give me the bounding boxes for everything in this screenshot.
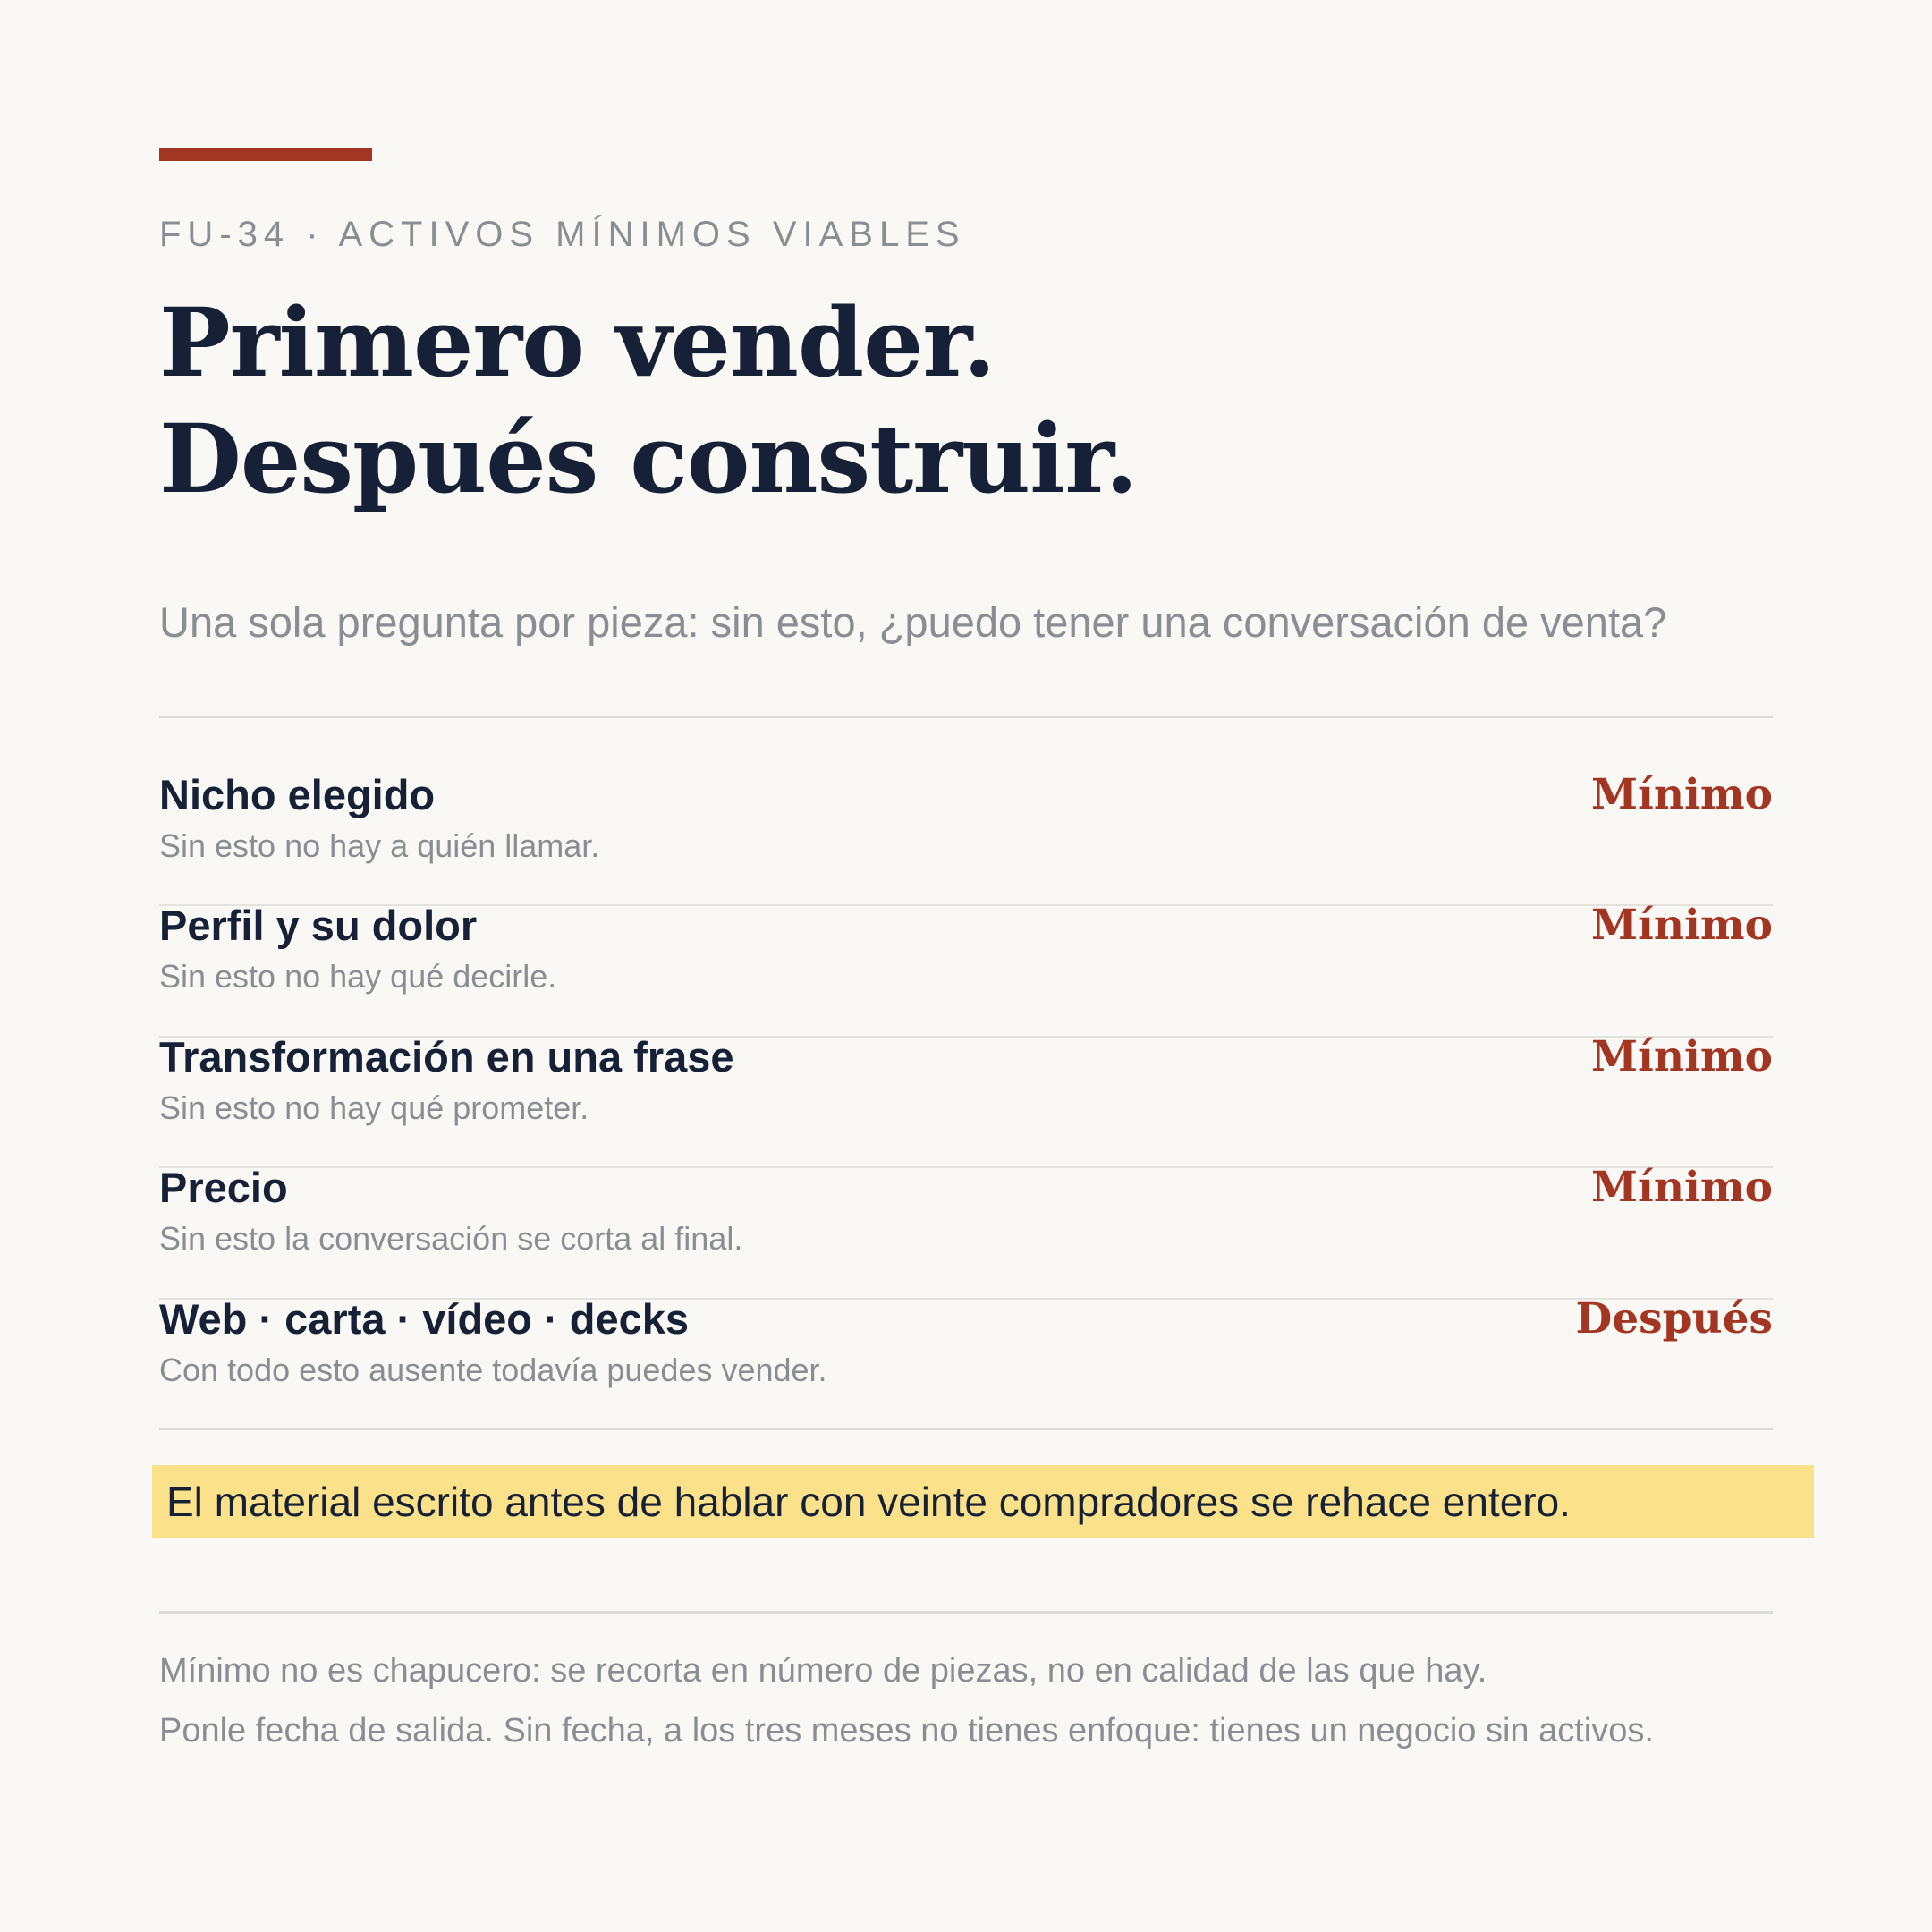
subtitle: Una sola pregunta por pieza: sin esto, ¿puedo tener una conversación de venta? xyxy=(159,598,1667,646)
eyebrow-label: FU-34 · ACTIVOS MÍNIMOS VIABLES xyxy=(159,215,966,254)
item-description: Sin esto no hay a quién llamar. xyxy=(159,827,600,864)
item-title: Web · carta · vídeo · decks xyxy=(159,1295,690,1343)
item-description: Con todo esto ausente todavía puedes vender. xyxy=(159,1352,827,1388)
highlight-callout xyxy=(152,1465,1814,1538)
item-description: Sin esto no hay qué prometer. xyxy=(159,1089,589,1126)
divider-notes xyxy=(159,1611,1773,1614)
item-status: Mínimo xyxy=(1591,770,1773,819)
item-status: Mínimo xyxy=(1591,901,1773,950)
item-description: Sin esto no hay qué decirle. xyxy=(159,958,557,995)
item-title: Precio xyxy=(159,1164,288,1211)
item-title: Nicho elegido xyxy=(159,771,436,818)
list-item xyxy=(159,768,1773,899)
headline-line-2: Después construir. xyxy=(159,402,1138,514)
accent-bar xyxy=(159,148,372,161)
divider-bottom-list xyxy=(159,1428,1773,1430)
list-item xyxy=(159,1030,1773,1161)
item-title: Transformación en una frase xyxy=(159,1033,734,1080)
headline-line-1: Primero vender. xyxy=(159,286,996,398)
footnote-1: Mínimo no es chapucero: se recorta en número de piezas, no en calidad de las que hay. xyxy=(159,1652,1487,1690)
list-item xyxy=(159,899,1773,1030)
item-status: Después xyxy=(1575,1294,1773,1343)
item-title: Perfil y su dolor xyxy=(159,902,478,949)
divider-top xyxy=(159,716,1773,718)
item-description: Sin esto la conversación se corta al final. xyxy=(159,1220,743,1257)
page-title xyxy=(159,284,1137,517)
footnote-2: Ponle fecha de salida. Sin fecha, a los tres meses no tienes enfoque: tienes un negocio sin activos. xyxy=(159,1712,1654,1750)
highlight-text: El material escrito antes de hablar con veinte compradores se rehace entero. xyxy=(166,1479,1571,1525)
item-status: Mínimo xyxy=(1591,1032,1773,1081)
list-item xyxy=(159,1161,1773,1292)
list-item xyxy=(159,1292,1773,1423)
item-status: Mínimo xyxy=(1591,1163,1773,1212)
